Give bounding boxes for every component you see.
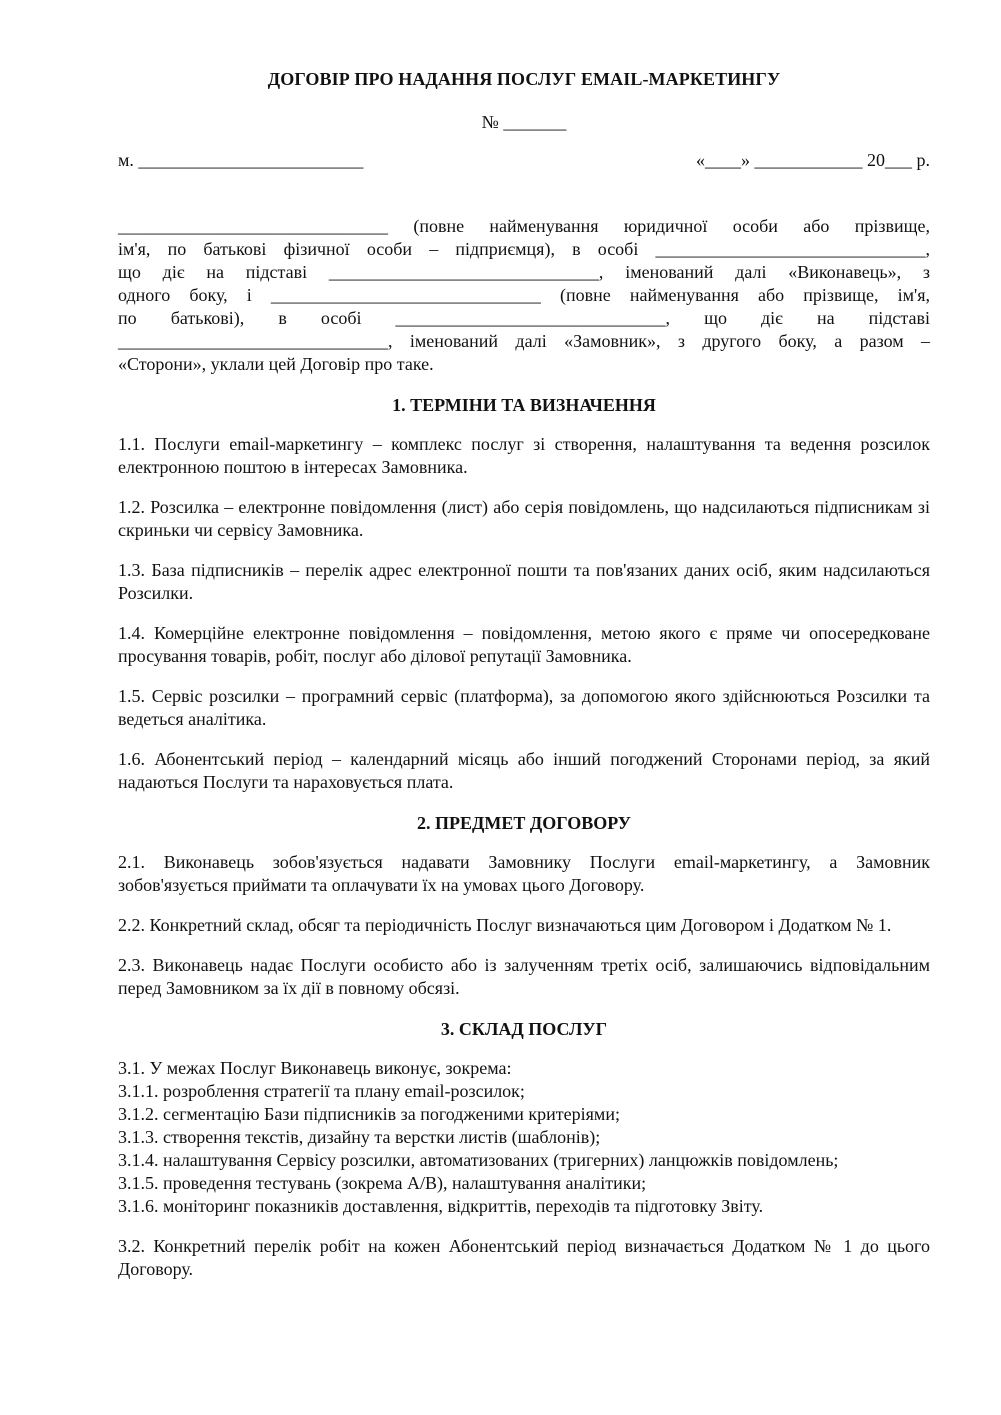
preamble-line: ім'я, по батькові фізичної особи – підприємця), в особі ______________________________,	[118, 239, 930, 259]
preamble-line: «Сторони», уклали цей Договір про таке.	[118, 354, 434, 374]
section-heading-terms: 1. ТЕРМІНИ ТА ВИЗНАЧЕННЯ	[392, 395, 656, 415]
list-item: 3.1.2. сегментацію Бази підписників за погодженими критеріями;	[118, 1104, 620, 1124]
list-item: 3.1. У межах Послуг Виконавець виконує, зокрема:	[118, 1058, 512, 1078]
section-heading-services: 3. СКЛАД ПОСЛУГ	[440, 1019, 608, 1039]
preamble-line: одного боку, і ______________________________ (повне найменування або прізвище, ім'я,	[118, 285, 930, 305]
section-heading-subject: 2. ПРЕДМЕТ ДОГОВОРУ	[416, 813, 632, 833]
list-item: 3.1.1. розроблення стратегії та плану email-розсилок;	[118, 1081, 525, 1101]
list-item: 3.1.5. проведення тестувань (зокрема A/B), налаштування аналітики;	[118, 1173, 647, 1193]
document-title: ДОГОВІР ПРО НАДАННЯ ПОСЛУГ EMAIL-МАРКЕТИНГУ	[267, 69, 781, 89]
clause-3-2: 3.2. Конкретний перелік робіт на кожен Абонентський період визначається Додатком № 1 до цього Договору.	[118, 1236, 930, 1279]
place-date-row	[118, 149, 930, 172]
services-list	[118, 1057, 930, 1218]
preamble-line: ______________________________ (повне найменування юридичної особи або прізвище,	[118, 216, 930, 236]
clause-1-1: 1.1. Послуги email-маркетингу – комплекс послуг зі створення, налаштування та ведення розсилок електронною поштою в інтересах Замовника.	[118, 434, 930, 477]
preamble-line: ______________________________, іменований далі «Замовник», з другого боку, а разом –	[118, 331, 930, 351]
city-field: м. _________________________	[118, 150, 364, 170]
list-item: 3.1.3. створення текстів, дизайну та верстки листів (шаблонів);	[118, 1127, 601, 1147]
list-item: 3.1.4. налаштування Сервісу розсилки, автоматизованих (тригерних) ланцюжків повідомлень;	[118, 1150, 839, 1170]
clause-2-1: 2.1. Виконавець зобов'язується надавати Замовнику Послуги email-маркетингу, а Замовник зобов'язується приймати та оплачувати їх на умовах цього Договору.	[118, 852, 930, 895]
clause-1-4: 1.4. Комерційне електронне повідомлення – повідомлення, метою якого є пряме чи опосередковане просування товарів, робіт, послуг або ділової репутації Замовника.	[118, 623, 930, 666]
clause-2-3: 2.3. Виконавець надає Послуги особисто або із залученням третіх осіб, залишаючись відповідальним перед Замовником за їх дії в повному обсязі.	[118, 955, 930, 998]
clause-2-2: 2.2. Конкретний склад, обсяг та періодичність Послуг визначаються цим Договором і Додатком № 1.	[118, 915, 892, 935]
clause-1-6: 1.6. Абонентський період – календарний місяць або інший погоджений Сторонами період, за який надаються Послуги та нараховується плата.	[118, 749, 930, 792]
date-field: «____» ____________ 20___ р.	[696, 150, 930, 170]
clause-1-2: 1.2. Розсилка – електронне повідомлення (лист) або серія повідомлень, що надсилаються підписникам зі скриньки чи сервісу Замовника.	[118, 497, 930, 540]
contract-number: № _______	[481, 112, 567, 132]
preamble-line: по батькові), в особі ______________________________, що діє на підставі	[118, 308, 930, 328]
clause-1-3: 1.3. База підписників – перелік адрес електронної пошти та пов'язаних даних осіб, яким надсилаються Розсилки.	[118, 560, 930, 603]
preamble-line: що діє на підставі ______________________________, іменований далі «Виконавець», з	[118, 262, 930, 282]
clause-1-5: 1.5. Сервіс розсилки – програмний сервіс (платформа), за допомогою якого здійснюються Розсилки та ведеться аналітика.	[118, 686, 930, 729]
contract-page	[118, 58, 930, 1298]
preamble	[118, 215, 930, 376]
list-item: 3.1.6. моніторинг показників доставлення, відкриттів, переходів та підготовку Звіту.	[118, 1196, 764, 1216]
